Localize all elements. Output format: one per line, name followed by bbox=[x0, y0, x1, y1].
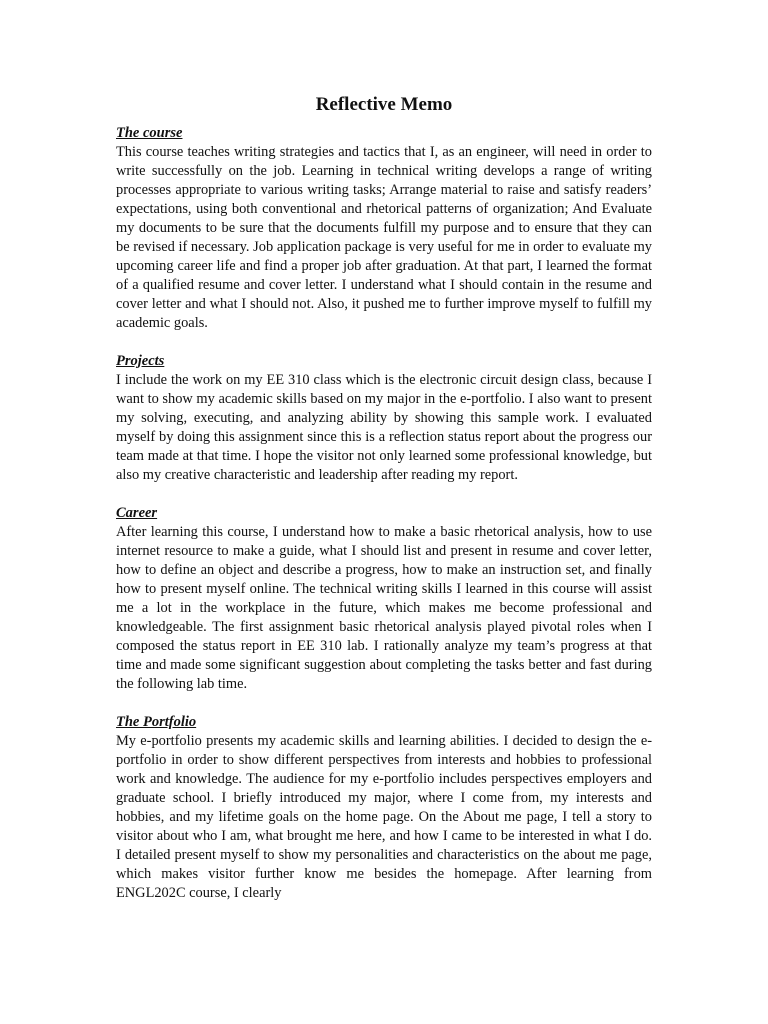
section-the-portfolio bbox=[116, 713, 652, 903]
section-heading: The Portfolio bbox=[116, 714, 197, 730]
section-heading: The course bbox=[116, 125, 183, 141]
section-paragraph: This course teaches writing strategies and tactics that I, as an engineer, will need in order to write successfully on the job. Learning in technical writing develops a range of writing processes appropriate to various writing tasks; Arrange material to raise and satisfy readers’ expectations, using both conventional and rhetorical patterns of organization; And Evaluate my documents to be sure that the documents fulfill my purpose and to ensure that they can be revised if necessary. Job application package is very useful for me in order to evaluate my upcoming career life and find a proper job after graduation. At that part, I learned the format of a qualified resume and cover letter. I understand what I should contain in the resume and cover letter and what I should not. Also, it pushed me to further improve myself to fulfill my academic goals. bbox=[116, 144, 652, 331]
section-heading: Projects bbox=[116, 353, 165, 369]
memo-title: Reflective Memo bbox=[315, 94, 453, 115]
section-paragraph: I include the work on my EE 310 class which is the electronic circuit design class, because I want to show my academic skills based on my major in the e-portfolio. I also want to present my solving, executing, and analyzing ability by showing this sample work. I evaluated myself by doing this assignment since this is a reflection status report about the progress our team made at that time. I hope the visitor not only learned some professional knowledge, but also my creative characteristic and leadership after reading my report. bbox=[116, 372, 652, 483]
section-paragraph: After learning this course, I understand how to make a basic rhetorical analysis, how to use internet resource to make a guide, what I should list and present in resume and cover letter, how to define an object and describe a progress, how to make an instruction set, and finally how to present myself online. The technical writing skills I learned in this course will assist me a lot in the workplace in the future, which makes me become professional and knowledgeable. The first assignment basic rhetorical analysis played pivotal roles when I composed the status report in EE 310 lab. I rationally analyze my team’s progress at that time and made some significant suggestion about completing the tasks better and fast during the following lab time. bbox=[116, 524, 652, 692]
section-the-course bbox=[116, 124, 652, 333]
section-career bbox=[116, 504, 652, 694]
section-heading: Career bbox=[116, 505, 158, 521]
section-paragraph: My e-portfolio presents my academic skills and learning abilities. I decided to design the e-portfolio in order to show different perspectives from interests and hobbies to professional work and knowledge. The audience for my e-portfolio includes perspectives employers and graduate school. I briefly introduced my major, where I come from, my interests and hobbies, and my lifetime goals on the home page. On the About me page, I tell a story to visitor about who I am, what brought me here, and how I came to be interested in what I do. I detailed present myself to show my personalities and characteristics on the about me page, which makes visitor further know me besides the homepage. After learning from ENGL202C course, I clearly bbox=[116, 733, 652, 901]
memo-page bbox=[116, 92, 652, 922]
section-projects bbox=[116, 352, 652, 485]
